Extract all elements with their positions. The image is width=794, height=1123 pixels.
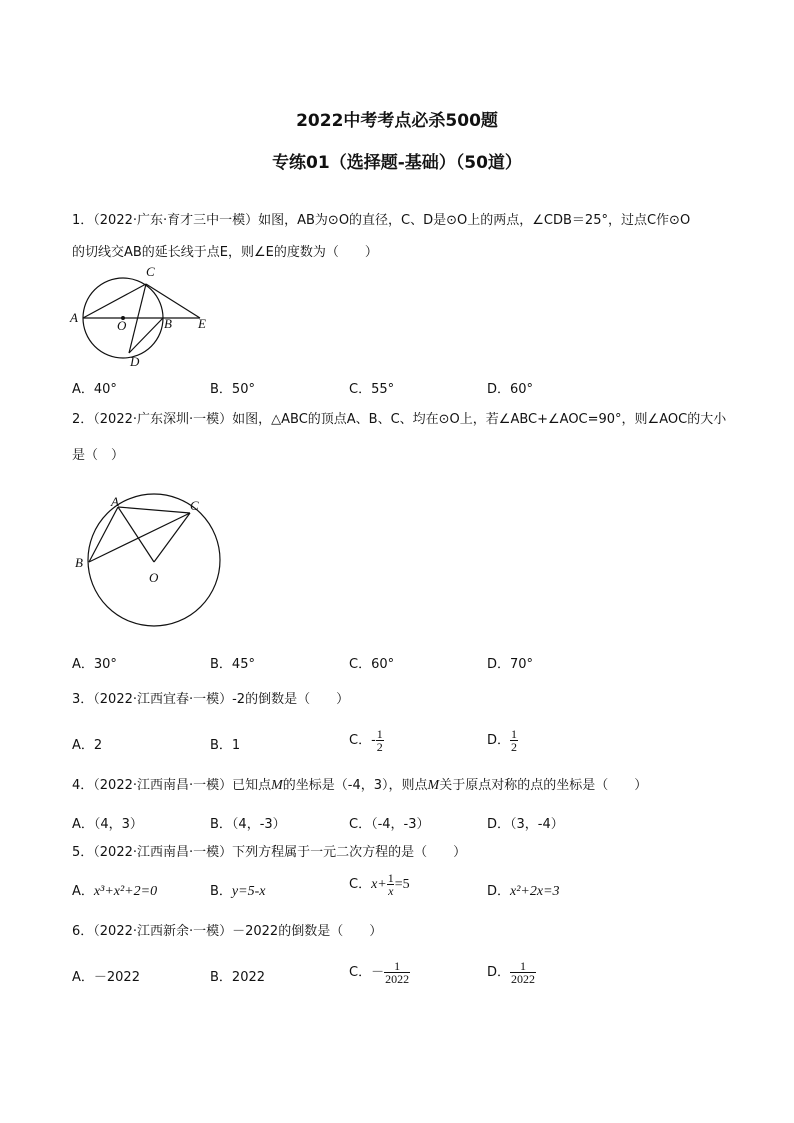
question-1-line-2: 的切线交AB的延长线于点E，则∠E的度数为（ ） (72, 245, 378, 260)
q3-option-b[interactable]: B．1 (210, 738, 241, 753)
q3-d-denominator: 2 (511, 740, 518, 754)
question-4-text-mid: 的坐标是（-4，3），则点 (282, 778, 428, 793)
question-2-figure (66, 490, 236, 650)
q6-option-c-prefix: C．－ (349, 965, 385, 980)
q3-option-d-fraction (510, 728, 518, 753)
q6-c-denominator: 2022 (385, 972, 410, 986)
q1-label-a: A (70, 310, 78, 325)
q1-label-e: E (198, 316, 206, 331)
q1-label-d: D (130, 354, 140, 369)
question-4-text-pre: 4．（2022·江西南昌·一模）已知点 (72, 778, 272, 793)
q6-option-d[interactable] (487, 960, 536, 985)
q5-option-c-fraction (387, 872, 395, 897)
q5-c-numerator: 1 (387, 871, 394, 885)
q6-d-denominator: 2022 (511, 972, 536, 986)
question-6: 6．（2022·江西新余·一模）－2022的倒数是（ ） (72, 924, 383, 939)
q3-c-denominator: 2 (376, 740, 383, 754)
q6-option-b[interactable]: B．2022 (210, 970, 266, 985)
document-title: 2022中考考点必杀500题 (296, 111, 498, 131)
q3-option-d[interactable] (487, 728, 518, 753)
q1-label-c: C (146, 264, 155, 279)
question-3: 3．（2022·江西宜春·一模）-2的倒数是（ ） (72, 692, 350, 707)
question-1-figure (66, 262, 216, 372)
question-1-line-1: 1．（2022·广东·育才三中一模）如图，AB为⊙O的直径，C、D是⊙O上的两点，∠CDB＝25°，过点C作⊙O (72, 213, 691, 228)
q6-option-a[interactable]: A．－2022 (72, 970, 140, 985)
q4-option-b[interactable]: B．（4，-3） (210, 817, 286, 832)
question-5: 5．（2022·江西南昌·一模）下列方程属于一元二次方程的是（ ） (72, 845, 467, 860)
q2-option-d[interactable]: D．70° (487, 657, 534, 672)
q5-option-a-expr: x³+x²+2=0 (93, 884, 158, 899)
q2-label-b: B (75, 555, 83, 570)
q1-label-b: B (164, 316, 172, 331)
q6-c-numerator: 1 (394, 959, 401, 973)
q5-option-b[interactable] (210, 880, 265, 900)
q5-option-d-expr: x²+2x=3 (510, 884, 560, 899)
q3-d-numerator: 1 (511, 727, 518, 741)
q5-option-b-expr: y=5-x (231, 884, 266, 899)
q5-option-b-label: B． (210, 884, 232, 899)
q6-d-numerator: 1 (520, 959, 527, 973)
q1-option-a[interactable]: A．40° (72, 382, 117, 397)
q2-label-a: A (111, 494, 119, 509)
q6-option-c-fraction (384, 960, 410, 985)
q1-option-d[interactable]: D．60° (487, 382, 534, 397)
q5-option-a-label: A． (72, 884, 94, 899)
q2-label-o: O (149, 570, 159, 585)
q3-c-numerator: 1 (376, 727, 383, 741)
q2-option-c[interactable]: C．60° (349, 657, 395, 672)
q2-label-c: C (190, 498, 199, 513)
document-subtitle: 专练01（选择题-基础）（50道） (272, 153, 522, 173)
q5-option-d-label: D． (487, 884, 511, 899)
q5-option-a[interactable] (72, 880, 157, 900)
question-4 (72, 770, 732, 802)
q5-c-denominator: x (388, 884, 394, 898)
question-2 (72, 404, 732, 472)
question-2-line-1: 2．（2022·广东深圳·一模）如图，△ABC的顶点A、B、C、均在⊙O上，若∠ABC+∠AOC=90°，则∠AOC的大小 (72, 412, 727, 427)
q3-option-c[interactable] (349, 728, 384, 753)
q5-option-c-label: C． (349, 877, 372, 892)
q4-option-d[interactable]: D．（3，-4） (487, 817, 564, 832)
q1-label-o: O (117, 318, 127, 333)
q5-option-d[interactable] (487, 880, 560, 900)
q3-option-d-prefix: D． (487, 733, 511, 748)
q3-option-c-prefix: C．- (349, 733, 376, 748)
question-4-var-m: M (271, 778, 283, 793)
q5-option-c-post: =5 (394, 877, 410, 892)
question-4-var-m-2: M (427, 778, 440, 793)
q5-option-c[interactable] (349, 872, 410, 897)
q3-option-c-fraction (376, 728, 384, 753)
q6-option-c[interactable] (349, 960, 410, 985)
question-2-line-2: 是（ ） (72, 448, 125, 463)
q2-option-b[interactable]: B．45° (210, 657, 255, 672)
question-4-text-post: 关于原点对称的点的坐标是（ ） (439, 778, 648, 793)
q1-option-b[interactable]: B．50° (210, 382, 255, 397)
q5-option-c-pre: x+ (371, 877, 387, 892)
q6-option-d-prefix: D． (487, 965, 511, 980)
question-1 (72, 205, 732, 269)
q6-option-d-fraction (510, 960, 536, 985)
q3-option-a[interactable]: A．2 (72, 738, 103, 753)
q4-option-a[interactable]: A．（4，3） (72, 817, 143, 832)
q1-option-c[interactable]: C．55° (349, 382, 395, 397)
q2-option-a[interactable]: A．30° (72, 657, 117, 672)
q4-option-c[interactable]: C．（-4，-3） (349, 817, 430, 832)
